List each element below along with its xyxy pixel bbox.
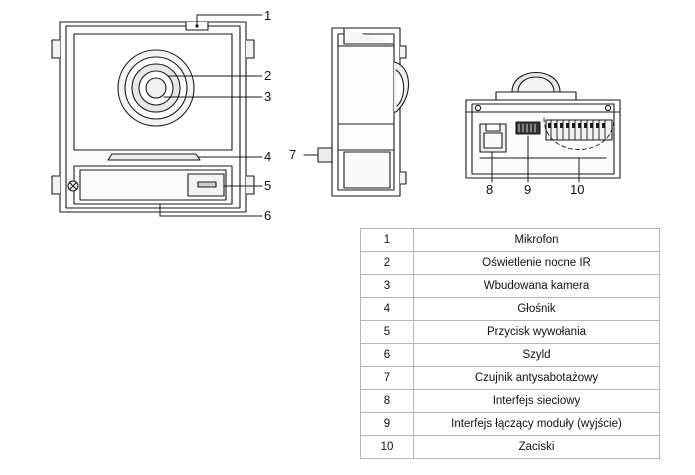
table-row [361,229,660,252]
table-row [361,252,660,275]
rear-view [466,73,620,179]
callout-10: 10 [570,182,585,197]
table-row [361,344,660,367]
legend-description: Przycisk wywołania [414,321,660,344]
side-view [318,28,409,196]
legend-number: 6 [361,344,414,367]
legend-description: Szyld [414,344,660,367]
callout-5: 5 [264,178,272,193]
legend-description: Oświetlenie nocne IR [414,252,660,275]
front-view [52,22,254,212]
legend-number: 8 [361,390,414,413]
legend-number: 5 [361,321,414,344]
callout-2: 2 [264,68,272,83]
legend-description: Wbudowana kamera [414,275,660,298]
callout-4: 4 [264,149,272,164]
legend-number: 4 [361,298,414,321]
table-row [361,298,660,321]
callout-9: 9 [524,182,532,197]
table-row [361,367,660,390]
legend-description: Interfejs sieciowy [414,390,660,413]
legend-description: Głośnik [414,298,660,321]
table-row [361,413,660,436]
legend-number: 9 [361,413,414,436]
legend-number: 2 [361,252,414,275]
legend-description: Interfejs łączący moduły (wyjście) [414,413,660,436]
callout-3: 3 [264,89,272,104]
table-row [361,275,660,298]
table-row [361,321,660,344]
legend-description: Mikrofon [414,229,660,252]
callout-7: 7 [289,147,297,162]
legend-number: 10 [361,436,414,459]
table-row [361,390,660,413]
legend-number: 3 [361,275,414,298]
legend-number: 1 [361,229,414,252]
callout-8: 8 [486,182,494,197]
legend-description: Zaciski [414,436,660,459]
callout-1: 1 [264,8,272,23]
legend-description: Czujnik antysabotażowy [414,367,660,390]
legend-number: 7 [361,367,414,390]
table-row [361,436,660,459]
callout-6: 6 [264,208,272,223]
legend-table [360,228,660,459]
